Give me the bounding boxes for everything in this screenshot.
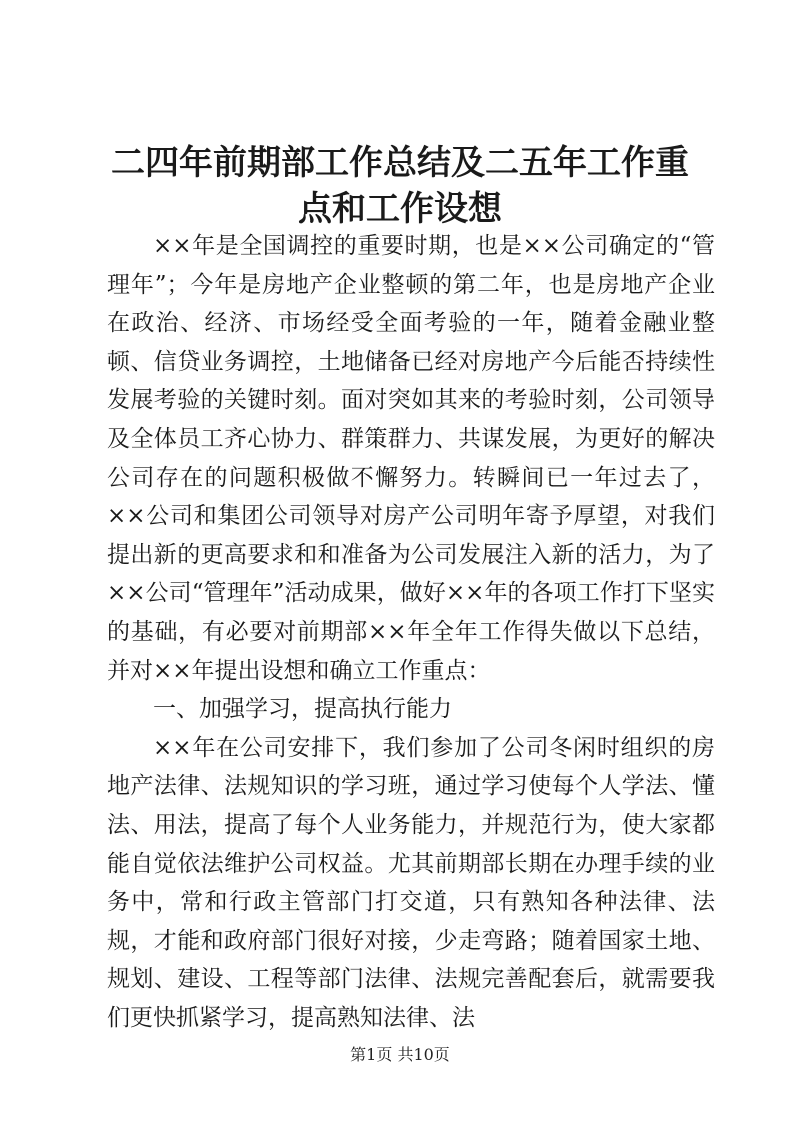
page-number-footer: 第1页 共10页 — [350, 1045, 450, 1064]
paragraph-section-1: ××年在公司安排下，我们参加了公司冬闲时组织的房地产法律、法规知识的学习班，通过学习使每个人学法、懂法、用法，提高了每个人业务能力，并规范行为，使大家都能自觉依法维护公司权益。尤其前期部长期在办理手续的业务中，常和行政主管部门打交道，只有熟知各种法律、法规，才能和政府部门很好对接，少走弯路；随着国家土地、规划、建设、工程等部门法律、法规完善配套后，就需要我们更快抓紧学习，提高熟知法律、法 — [107, 734, 715, 1031]
document-body — [107, 227, 715, 1037]
section-heading-1: 一、加强学习，提高执行能力 — [153, 696, 452, 723]
document-title: 二四年前期部工作总结及二五年工作重点和工作设想 — [111, 143, 689, 229]
paragraph-intro: ××年是全国调控的重要时期，也是××公司确定的“管理年”；今年是房地产企业整顿的第二年，也是房地产企业在政治、经济、市场经受全面考验的一年，随着金融业整顿、信贷业务调控，土地储备已经对房地产今后能否持续性发展考验的关键时刻。面对突如其来的考验时刻，公司领导及全体员工齐心协力、群策群力、共谋发展，为更好的解决公司存在的问题积极做不懈努力。转瞬间已一年过去了，××公司和集团公司领导对房产公司明年寄予厚望，对我们提出新的更高要求和和准备为公司发展注入新的活力，为了××公司“管理年”活动成果，做好××年的各项工作打下坚实的基础，有必要对前期部××年全年工作得失做以下总结，并对××年提出设想和确立工作重点： — [107, 233, 715, 684]
